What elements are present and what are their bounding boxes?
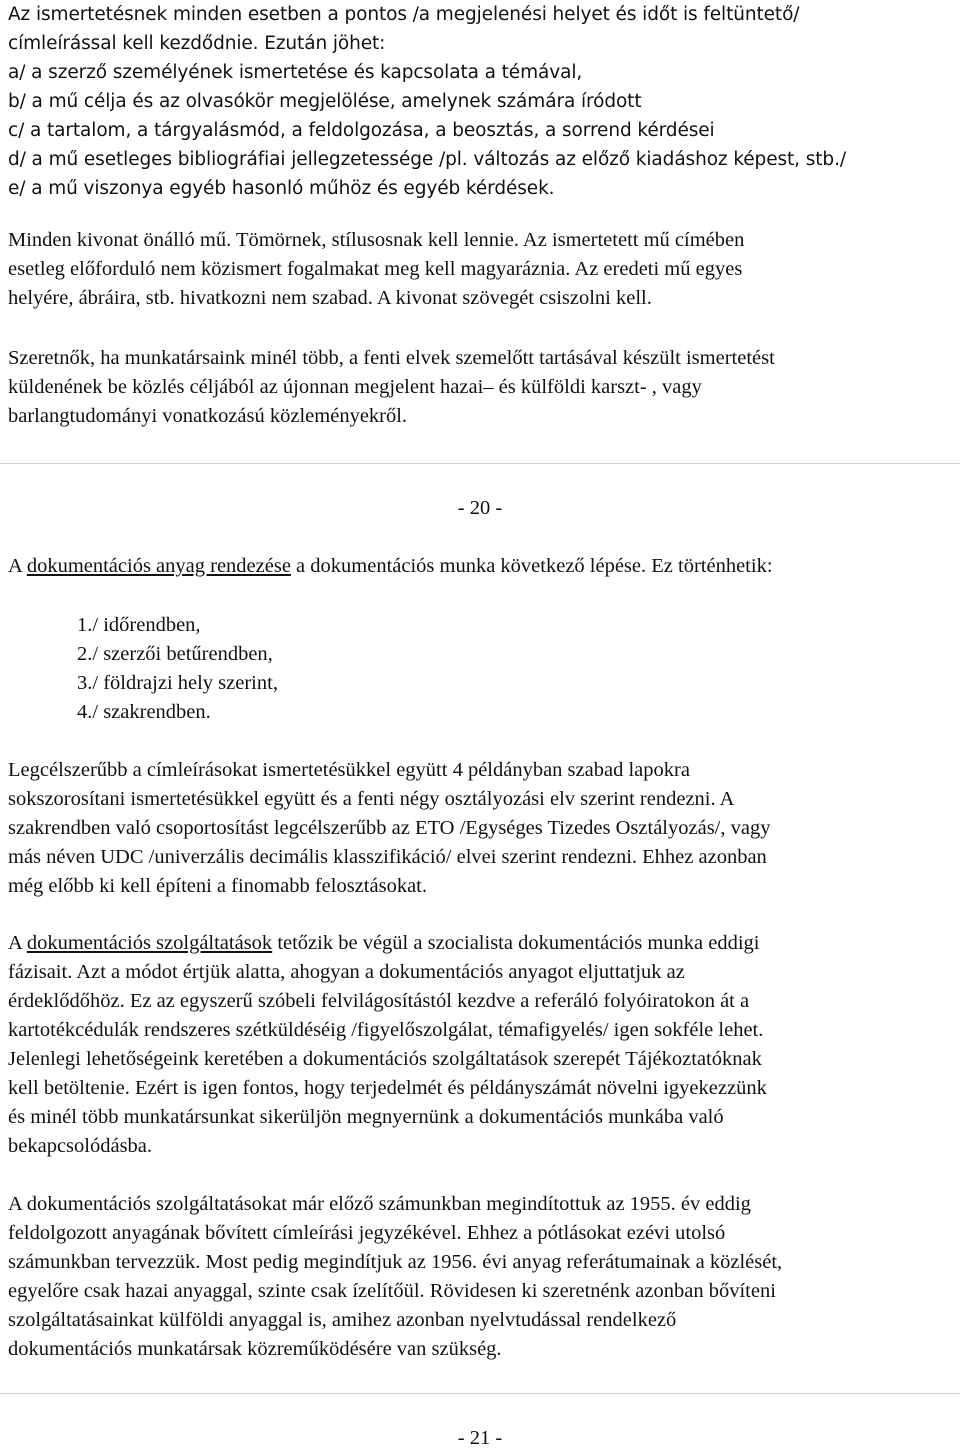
text-line: szolgáltatásainkat külföldi anyaggal is, amihez azonban nyelvtudással rendelkező bbox=[8, 1309, 677, 1331]
text-line: A dokumentációs szolgáltatásokat már előző számunkban megindítottuk az 1955. év eddig bbox=[8, 1193, 751, 1215]
arrangement-paragraph bbox=[8, 552, 952, 581]
underlined-term: dokumentációs szolgáltatások bbox=[26, 932, 273, 954]
list-item: c/ a tartalom, a tárgyalásmód, a feldolgozása, a beosztás, a sorrend kérdései bbox=[8, 120, 715, 141]
list-item: e/ a mű viszonya egyéb hasonló műhöz és egyéb kérdések. bbox=[8, 178, 555, 199]
list-item: 4./ szakrendben. bbox=[77, 701, 211, 723]
text-line: barlangtudományi vonatkozású közleményekről. bbox=[8, 405, 408, 427]
text-line: feldolgozott anyagának bővített címleírási jegyzékével. Ehhez a pótlásokat ezévi utolsó bbox=[8, 1222, 726, 1244]
text-line: A dokumentációs szolgáltatások tetőzik be végül a szocialista dokumentációs munka eddigi bbox=[8, 932, 760, 954]
request-paragraph bbox=[8, 344, 952, 431]
list-item: 1./ időrendben, bbox=[77, 614, 201, 636]
list-item: b/ a mű célja és az olvasókör megjelölése, amelynek számára íródott bbox=[8, 91, 642, 112]
page-number: - 20 - bbox=[457, 497, 503, 519]
text-line: Szeretnők, ha munkatársaink minél több, a fenti elvek szemelőtt tartásával készült ismertetést bbox=[8, 347, 775, 369]
text-line: küldenének be közlés céljából az újonnan megjelent hazai– és külföldi karszt- , vagy bbox=[8, 376, 702, 398]
text-line: A dokumentációs anyag rendezése a dokumentációs munka következő lépése. Ez történhetik: bbox=[8, 555, 773, 577]
text-line: címleírással kell kezdődnie. Ezután jöhet: bbox=[8, 33, 386, 54]
list-item: 2./ szerzői betűrendben, bbox=[77, 643, 273, 665]
intro-paragraph bbox=[8, 0, 952, 203]
text-line: esetleg előforduló nem közismert fogalmakat meg kell magyaráznia. Az eredeti mű egyes bbox=[8, 258, 743, 280]
text-line: érdeklődőhöz. Ez az egyszerű szóbeli felvilágosítástól kezdve a referáló folyóiratokon át a bbox=[8, 990, 750, 1012]
page-divider bbox=[0, 463, 960, 464]
arrangement-list bbox=[77, 611, 278, 727]
services-paragraph bbox=[8, 929, 952, 1161]
list-item: 3./ földrajzi hely szerint, bbox=[77, 672, 278, 694]
services-started-paragraph bbox=[8, 1190, 952, 1364]
text-line: más néven UDC /univerzális decimális klasszifikáció/ elvei szerint rendezni. Ehhez azonban bbox=[8, 846, 767, 868]
page-divider bbox=[0, 1393, 960, 1394]
text-line: kell betöltenie. Ezért is igen fontos, hogy terjedelmét és példányszámát növelni igyekezzünk bbox=[8, 1077, 767, 1099]
list-item: a/ a szerző személyének ismertetése és kapcsolata a témával, bbox=[8, 62, 583, 83]
text-line: egyelőre csak hazai anyaggal, szinte csak ízelítőül. Rövidesen ki szeretnénk azonban bővíteni bbox=[8, 1280, 776, 1302]
text-line: dokumentációs munkatársak közreműködésére van szükség. bbox=[8, 1338, 502, 1360]
text-line: szakrendben való csoportosítást legcélszerűbb az ETO /Egységes Tizedes Osztályozás/, vagy bbox=[8, 817, 771, 839]
text-line: még előbb ki kell építeni a finomabb felosztásokat. bbox=[8, 875, 427, 897]
text-line: fázisait. Azt a módot értjük alatta, ahogyan a dokumentációs anyagot eljuttatjuk az bbox=[8, 961, 685, 983]
rules-paragraph bbox=[8, 226, 952, 313]
text-line: számunkban tervezzük. Most pedig megindítjuk az 1956. évi anyag referátumainak a közlését, bbox=[8, 1251, 783, 1273]
list-item: d/ a mű esetleges bibliográfiai jellegzetessége /pl. változás az előző kiadáshoz képest, stb./ bbox=[8, 149, 846, 170]
text-line: helyére, ábráira, stb. hivatkozni nem szabad. A kivonat szövegét csiszolni kell. bbox=[8, 287, 652, 309]
underlined-term: dokumentációs anyag rendezése bbox=[26, 555, 291, 577]
text-line: Az ismertetésnek minden esetben a pontos /a megjelenési helyet és időt is feltüntető/ bbox=[8, 4, 800, 25]
text-line: sokszorosítani ismertetésükkel együtt és a fenti négy osztályozási elv szerint rendezni. A bbox=[8, 788, 735, 810]
text-line: Legcélszerűbb a címleírásokat ismertetésükkel együtt 4 példányban szabad lapokra bbox=[8, 759, 690, 781]
text-line: kartotékcédulák rendszeres szétküldéséig /figyelőszolgálat, témafigyelés/ igen sokféle lehet. bbox=[8, 1019, 764, 1041]
text-line: Jelenlegi lehetőségeink keretében a dokumentációs szolgáltatások szerepét Tájékoztatóknak bbox=[8, 1048, 762, 1070]
classification-paragraph bbox=[8, 756, 952, 901]
text-line: Minden kivonat önálló mű. Tömörnek, stílusosnak kell lennie. Az ismertetett mű címében bbox=[8, 229, 745, 251]
page-number: - 21 - bbox=[457, 1427, 503, 1449]
text-line: és minél több munkatársunkat sikerüljön megnyernünk a dokumentációs munkába való bbox=[8, 1106, 724, 1128]
text-line: bekapcsolódásba. bbox=[8, 1135, 153, 1157]
